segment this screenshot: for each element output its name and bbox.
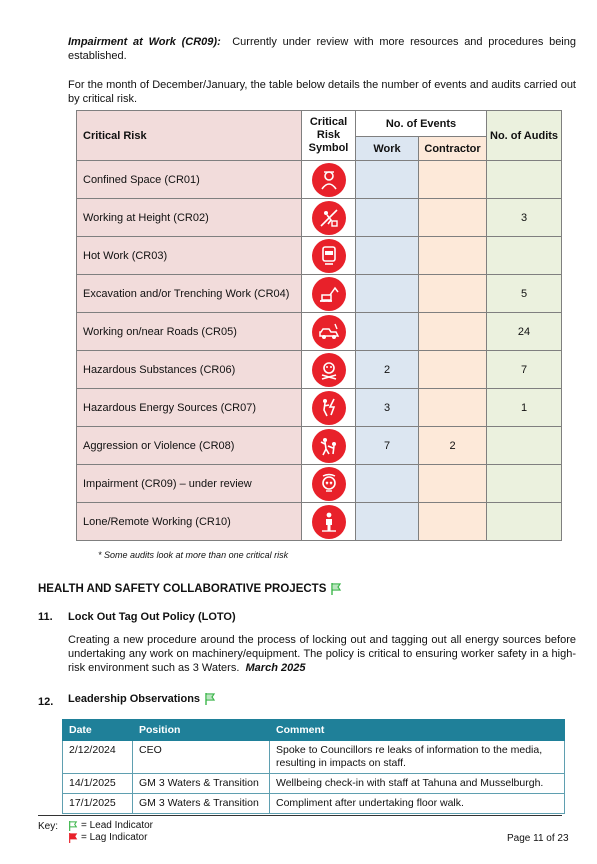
- cell-comment: Spoke to Councillors re leaks of information to the media, resulting in impacts on staff.: [270, 741, 565, 774]
- cell-contractor-events: [419, 275, 487, 313]
- cell-audits: 1: [487, 389, 562, 427]
- cell-work-events: [356, 313, 419, 351]
- cell-critical-risk: Confined Space (CR01): [77, 161, 302, 199]
- lead-indicator-flag-icon: [330, 582, 342, 596]
- table-row: [77, 465, 562, 503]
- cell-position: GM 3 Waters & Transition: [133, 774, 270, 794]
- audits-footnote: * Some audits look at more than one critical risk: [98, 550, 289, 560]
- cell-risk-symbol: [302, 161, 356, 199]
- cell-date: 14/1/2025: [63, 774, 133, 794]
- cell-audits: [487, 161, 562, 199]
- footer-divider: [38, 815, 562, 816]
- cell-critical-risk: Lone/Remote Working (CR10): [77, 503, 302, 541]
- cell-work-events: [356, 275, 419, 313]
- projects-heading-text: HEALTH AND SAFETY COLLABORATIVE PROJECTS: [38, 583, 327, 595]
- loto-paragraph: [68, 633, 576, 675]
- item-12-title: Leadership Observations: [68, 693, 201, 705]
- loto-body: Creating a new procedure around the process of locking out and tagging out all energy sources before undertaking any work on machinery/equipment. The policy is critical to ensuring worker safety in a high-risk environment such as 3 Waters.: [68, 634, 576, 674]
- roads-icon: [312, 315, 346, 349]
- header-date: Date: [63, 720, 133, 741]
- table-row: [63, 774, 565, 794]
- projects-heading: [38, 582, 342, 596]
- table-row: [63, 794, 565, 814]
- leadership-table: [62, 719, 565, 814]
- cell-critical-risk: Aggression or Violence (CR08): [77, 427, 302, 465]
- aggression-icon: [312, 429, 346, 463]
- cell-position: GM 3 Waters & Transition: [133, 794, 270, 814]
- working-at-height-icon: [312, 201, 346, 235]
- table-row: [77, 237, 562, 275]
- cell-work-events: [356, 199, 419, 237]
- impairment-icon: [312, 467, 346, 501]
- month-paragraph: For the month of December/January, the table below details the number of events and audits carried out by critical risk.: [68, 79, 576, 105]
- cell-contractor-events: [419, 237, 487, 275]
- table-row: [77, 313, 562, 351]
- cell-risk-symbol: [302, 313, 356, 351]
- cell-risk-symbol: [302, 503, 356, 541]
- table-row: [77, 389, 562, 427]
- item-11-number: 11.: [38, 611, 53, 623]
- cell-work-events: [356, 237, 419, 275]
- cell-audits: [487, 503, 562, 541]
- lag-indicator-text: = Lag Indicator: [81, 832, 148, 843]
- table-row: [63, 741, 565, 774]
- cell-critical-risk: Working at Height (CR02): [77, 199, 302, 237]
- hazardous-substances-icon: [312, 353, 346, 387]
- cell-position: CEO: [133, 741, 270, 774]
- cell-critical-risk: Excavation and/or Trenching Work (CR04): [77, 275, 302, 313]
- cell-risk-symbol: [302, 427, 356, 465]
- item-12-number: 12.: [38, 696, 54, 708]
- page-number: Page 11 of 23: [507, 833, 569, 844]
- cell-critical-risk: Working on/near Roads (CR05): [77, 313, 302, 351]
- table-row: [77, 351, 562, 389]
- cell-contractor-events: 2: [419, 427, 487, 465]
- lag-indicator-flag-icon: [68, 832, 78, 844]
- lone-worker-icon: [312, 505, 346, 539]
- cell-work-events: 3: [356, 389, 419, 427]
- loto-date: March 2025: [245, 662, 306, 674]
- lag-indicator-key: [68, 831, 147, 845]
- cell-risk-symbol: [302, 237, 356, 275]
- table-row: [77, 275, 562, 313]
- cell-risk-symbol: [302, 389, 356, 427]
- table-row: [77, 427, 562, 465]
- item-11-title: Lock Out Tag Out Policy (LOTO): [68, 611, 236, 623]
- cell-audits: [487, 427, 562, 465]
- cell-contractor-events: [419, 161, 487, 199]
- cell-contractor-events: [419, 389, 487, 427]
- cell-work-events: [356, 161, 419, 199]
- cell-comment: Wellbeing check-in with staff at Tahuna and Musselburgh.: [270, 774, 565, 794]
- cell-critical-risk: Impairment (CR09) – under review: [77, 465, 302, 503]
- header-events: No. of Events: [356, 111, 487, 137]
- cell-comment: Compliment after undertaking floor walk.: [270, 794, 565, 814]
- cell-contractor-events: [419, 199, 487, 237]
- impairment-text: Currently under review with more resources and procedures being established.: [68, 36, 576, 62]
- cell-contractor-events: [419, 351, 487, 389]
- cell-audits: 24: [487, 313, 562, 351]
- header-comment: Comment: [270, 720, 565, 741]
- cell-audits: 7: [487, 351, 562, 389]
- cell-date: 17/1/2025: [63, 794, 133, 814]
- cell-date: 2/12/2024: [63, 741, 133, 774]
- cell-contractor-events: [419, 503, 487, 541]
- cell-audits: 5: [487, 275, 562, 313]
- header-audits: No. of Audits: [487, 111, 562, 161]
- cell-contractor-events: [419, 465, 487, 503]
- lead-indicator-text: = Lead Indicator: [81, 820, 153, 831]
- impairment-label: Impairment at Work (CR09):: [68, 36, 221, 48]
- confined-space-icon: [312, 163, 346, 197]
- lead-indicator-flag-icon: [204, 692, 216, 706]
- cell-audits: [487, 465, 562, 503]
- header-contractor: Contractor: [419, 137, 487, 161]
- cell-risk-symbol: [302, 351, 356, 389]
- cell-risk-symbol: [302, 199, 356, 237]
- cell-audits: 3: [487, 199, 562, 237]
- header-position: Position: [133, 720, 270, 741]
- header-risk-symbol: Critical Risk Symbol: [302, 111, 356, 161]
- cell-work-events: 7: [356, 427, 419, 465]
- cell-contractor-events: [419, 313, 487, 351]
- cell-risk-symbol: [302, 465, 356, 503]
- header-work: Work: [356, 137, 419, 161]
- table-row: [77, 503, 562, 541]
- cell-critical-risk: Hazardous Energy Sources (CR07): [77, 389, 302, 427]
- excavation-icon: [312, 277, 346, 311]
- cell-risk-symbol: [302, 275, 356, 313]
- item-12-heading: [68, 692, 216, 706]
- header-critical-risk: Critical Risk: [77, 111, 302, 161]
- cell-critical-risk: Hot Work (CR03): [77, 237, 302, 275]
- cell-critical-risk: Hazardous Substances (CR06): [77, 351, 302, 389]
- critical-risk-table: [76, 110, 562, 541]
- table-row: [77, 199, 562, 237]
- cell-work-events: 2: [356, 351, 419, 389]
- cell-work-events: [356, 503, 419, 541]
- table-row: [77, 161, 562, 199]
- cell-work-events: [356, 465, 419, 503]
- hazardous-energy-icon: [312, 391, 346, 425]
- cell-audits: [487, 237, 562, 275]
- key-label: Key:: [38, 821, 59, 832]
- hot-work-icon: [312, 239, 346, 273]
- impairment-paragraph: [68, 35, 576, 63]
